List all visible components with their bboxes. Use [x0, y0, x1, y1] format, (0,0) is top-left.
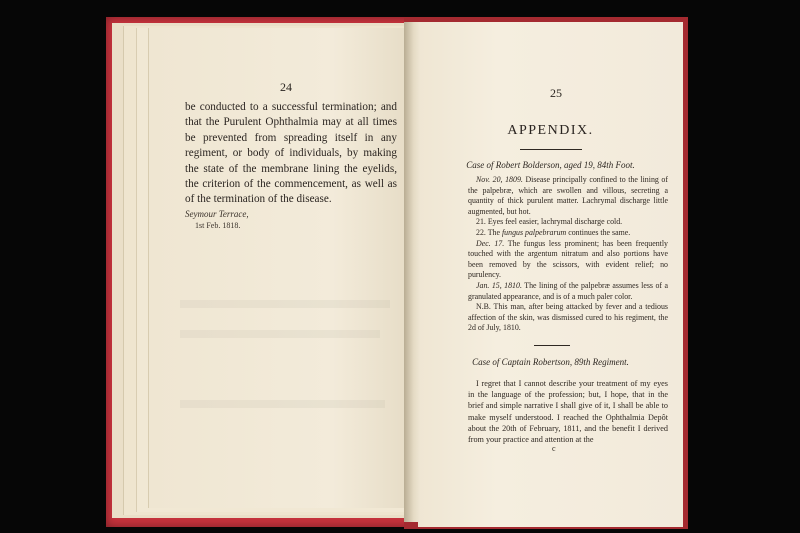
entry-text: The fungus less prominent; has been frequently touched with the argentum nitratum and also portions have been removed by the scissors, with evident relief; no purulency. — [468, 238, 668, 280]
entry-date: 22. — [476, 227, 486, 237]
signature-block — [185, 208, 249, 232]
signature-date: 1st Feb. 1818. — [195, 221, 241, 230]
signature-mark: c — [552, 444, 556, 453]
paragraph: be conducted to a successful termination; and that the Purulent Ophthalmia may at all times be prevented from spreading itself in any regiment, or body of individuals, by making the state of the membrane lining the eyelids, the criterion of the commencement, as well as of the termination of the disease. — [185, 101, 397, 206]
entry-date: Dec. 17. — [476, 238, 505, 248]
case-entry — [468, 239, 668, 281]
page-number-left: 24 — [280, 80, 292, 94]
entry-date: N.B. — [476, 302, 491, 312]
case-entry — [468, 228, 668, 239]
entry-text: The lining of the palpebræ assumes less of a granulated appearance, and is of a much paler color. — [468, 280, 668, 301]
entry-text: The — [487, 227, 500, 237]
page-heading: APPENDIX. — [507, 123, 594, 138]
signature-place: Seymour Terrace, — [185, 209, 249, 219]
show-through — [180, 300, 390, 308]
case-1-body — [468, 175, 668, 334]
ornament-rule — [520, 149, 582, 150]
entry-text: Disease principally confined to the lining of the palpebræ, which are swollen and villous, secreting a quantity of thick purulent matter. Lachrymal discharge little augmented, but hot. — [468, 175, 668, 216]
entry-text: This man, after being attacked by fever and a tedious affection of the skin, was dismissed cured to his regiment, the 2d of July, 1810. — [468, 302, 668, 333]
entry-text-after: continues the same. — [568, 227, 631, 237]
entry-date: 21. — [476, 217, 486, 227]
case-entry — [468, 281, 668, 302]
case-entry — [468, 175, 668, 217]
entry-date: Jan. 15, 1810. — [476, 280, 522, 290]
case-entry — [468, 302, 668, 334]
case-2-body — [468, 378, 668, 445]
left-page-text — [185, 100, 397, 208]
entry-italic: fungus palpebrarum — [501, 227, 567, 237]
entry-text: Eyes feel easier, lachrymal discharge cold. — [487, 217, 623, 227]
entry-date: Nov. 20, 1809. — [476, 175, 523, 184]
case-entry — [468, 217, 668, 228]
section-rule — [534, 345, 570, 346]
case-title-2: Case of Captain Robertson, 89th Regiment. — [472, 357, 629, 367]
paragraph: I regret that I cannot describe your treatment of my eyes in the language of the profession; but, I hope, that in the brief and simple narrative I shall give of it, I shall be able to make myself understood. I reached the Ophthalmia Depôt about the 20th of February, 1811, and the benefit I derived from your practice and attention at the — [468, 379, 668, 445]
book-gutter — [404, 22, 420, 522]
case-title-1: Case of Robert Bolderson, aged 19, 84th Foot. — [466, 160, 635, 170]
show-through — [180, 400, 385, 408]
page-number-right: 25 — [550, 86, 562, 100]
show-through — [180, 330, 380, 338]
